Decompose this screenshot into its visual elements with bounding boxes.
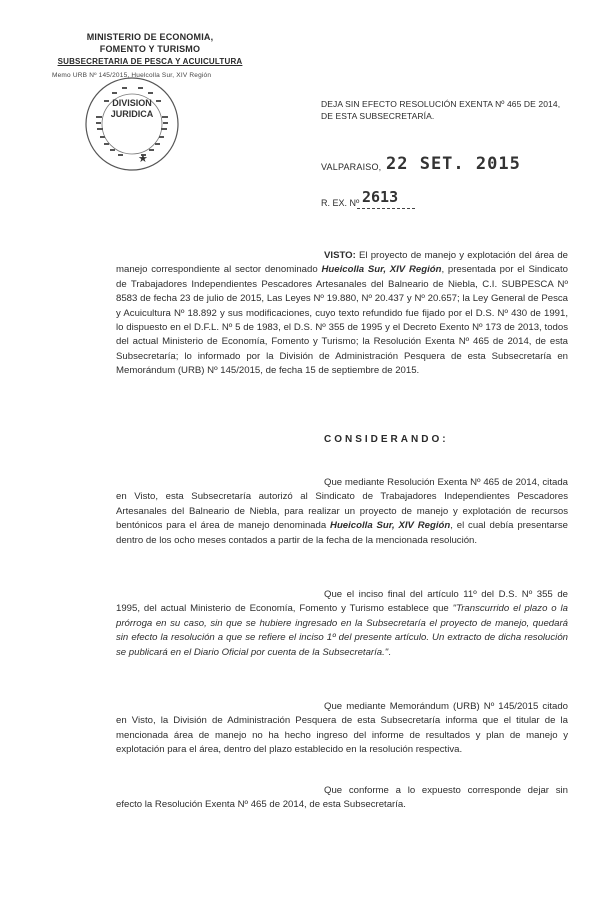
visto-paragraph [116, 249, 568, 379]
resolution-number-label: R. EX. Nº [321, 198, 360, 208]
division-juridica-seal [84, 76, 180, 172]
c1-sector-name: Hueicolla Sur, XIV Región [330, 520, 451, 532]
place-label: VALPARAISO, [321, 162, 382, 172]
visto-text-part2: , presentada por el Sindicato de Trabajadores Independientes Pescadores Artesanales del Balneario de Niebla, C.I. SUBPESCA Nº 8583 de fecha 23 de julio de 2015, Las Leyes Nº 19.880, Nº 20.437 y Nº 20.657; la Ley General de Pesca y Acuicultura Nº 18.892 y sus modificaciones, cuyo texto refundido fue fijado por el D.S. Nº 430 de 1991, lo dispuesto en el D.F.L. Nº 5 de 1983, el D.S. Nº 355 de 1995 y el Decreto Exento Nº 173 de 2013, todos del actual Ministerio de Economía, Fomento y Turismo; la Resolución Exenta Nº 465 de 2014, de esta Subsecretaría; lo informado por la División de Administración Pesquera de esta Subsecretaría en Memorándum (URB) Nº 145/2015, de fecha 15 de septiembre de 2015. [116, 264, 568, 377]
ministry-name-line1: MINISTERIO DE ECONOMIA, [86, 32, 214, 42]
memo-reference: Memo URB Nº 145/2015, Huelcolla Sur, XIV Región [52, 72, 212, 79]
considerando-paragraph-2 [116, 588, 568, 660]
c2-text-part1: Que el inciso final del artículo 11º del D.S. Nº 355 de 1995, del actual Ministerio de Economía, Fomento y Turismo establece que [116, 589, 568, 615]
c1-text-part2: , el cual debía presentarse dentro de los ocho meses contados a partir de la fecha de la mencionada resolución. [116, 520, 568, 546]
c2-quoted-text: "Transcurrido el plazo o la prórroga en su caso, sin que se hubiere ingresado en la Subsecretaría el proyecto de manejo, quedará sin efecto la resolución a que se refiere el inciso 1º del presente artículo. Un extracto de dicha resolución se publicará en el Diario Oficial por cuenta de la Subsecretaría." [116, 603, 568, 658]
visto-sector-name: Hueicolla Sur, XIV Región [321, 264, 442, 276]
seal-text-line2: JURIDICA [110, 109, 154, 119]
considerando-heading: CONSIDERANDO: [324, 434, 449, 445]
seal-text-line1: DIVISION [112, 98, 152, 108]
visto-label: VISTO: [324, 250, 356, 261]
considerando-paragraph-1 [116, 476, 568, 548]
considerando-paragraph-4: Que conforme a lo expuesto corresponde dejar sin efecto la Resolución Exenta Nº 465 de 2014, de esta Subsecretaría. [116, 785, 568, 811]
ministry-name-line2: FOMENTO Y TURISMO [99, 44, 201, 54]
subsecretaria-name: SUBSECRETARIA DE PESCA Y ACUICULTURA [57, 57, 243, 66]
seal-ring-icon [84, 76, 180, 172]
c1-text-part1: Que mediante Resolución Exenta Nº 465 de 2014, citada en Visto, esta Subsecretaría autorizó al Sindicato de Trabajadores Independientes Pescadores Artesanales del Balneario de Niebla, para realizar un proyecto de manejo y explotación de recursos bentónicos para el área de manejo denominada [116, 477, 568, 532]
seal-text [106, 98, 158, 120]
stamped-date: 22 SET. 2015 [386, 154, 521, 174]
resolution-number-underline [357, 208, 415, 209]
visto-text-part1: El proyecto de manejo y explotación del área de manejo correspondiente al sector denominado [116, 250, 568, 276]
considerando-paragraph-3: Que mediante Memorándum (URB) Nº 145/2015 citado en Visto, la División de Administración Pesquera de esta Subsecretaría informa que el titular de la mencionada área de manejo no ha hecho ingreso del informe de resultados y plan de manejo y explotación para el área, dentro del plazo establecido en la resolución respectiva. [116, 701, 568, 756]
c2-text-part2: . [388, 646, 391, 658]
resolution-number: 2613 [362, 188, 399, 206]
resolution-subject: DEJA SIN EFECTO RESOLUCIÓN EXENTA Nº 465 DE 2014, DE ESTA SUBSECRETARÍA. [321, 99, 561, 121]
star-icon: ★ [138, 153, 148, 165]
